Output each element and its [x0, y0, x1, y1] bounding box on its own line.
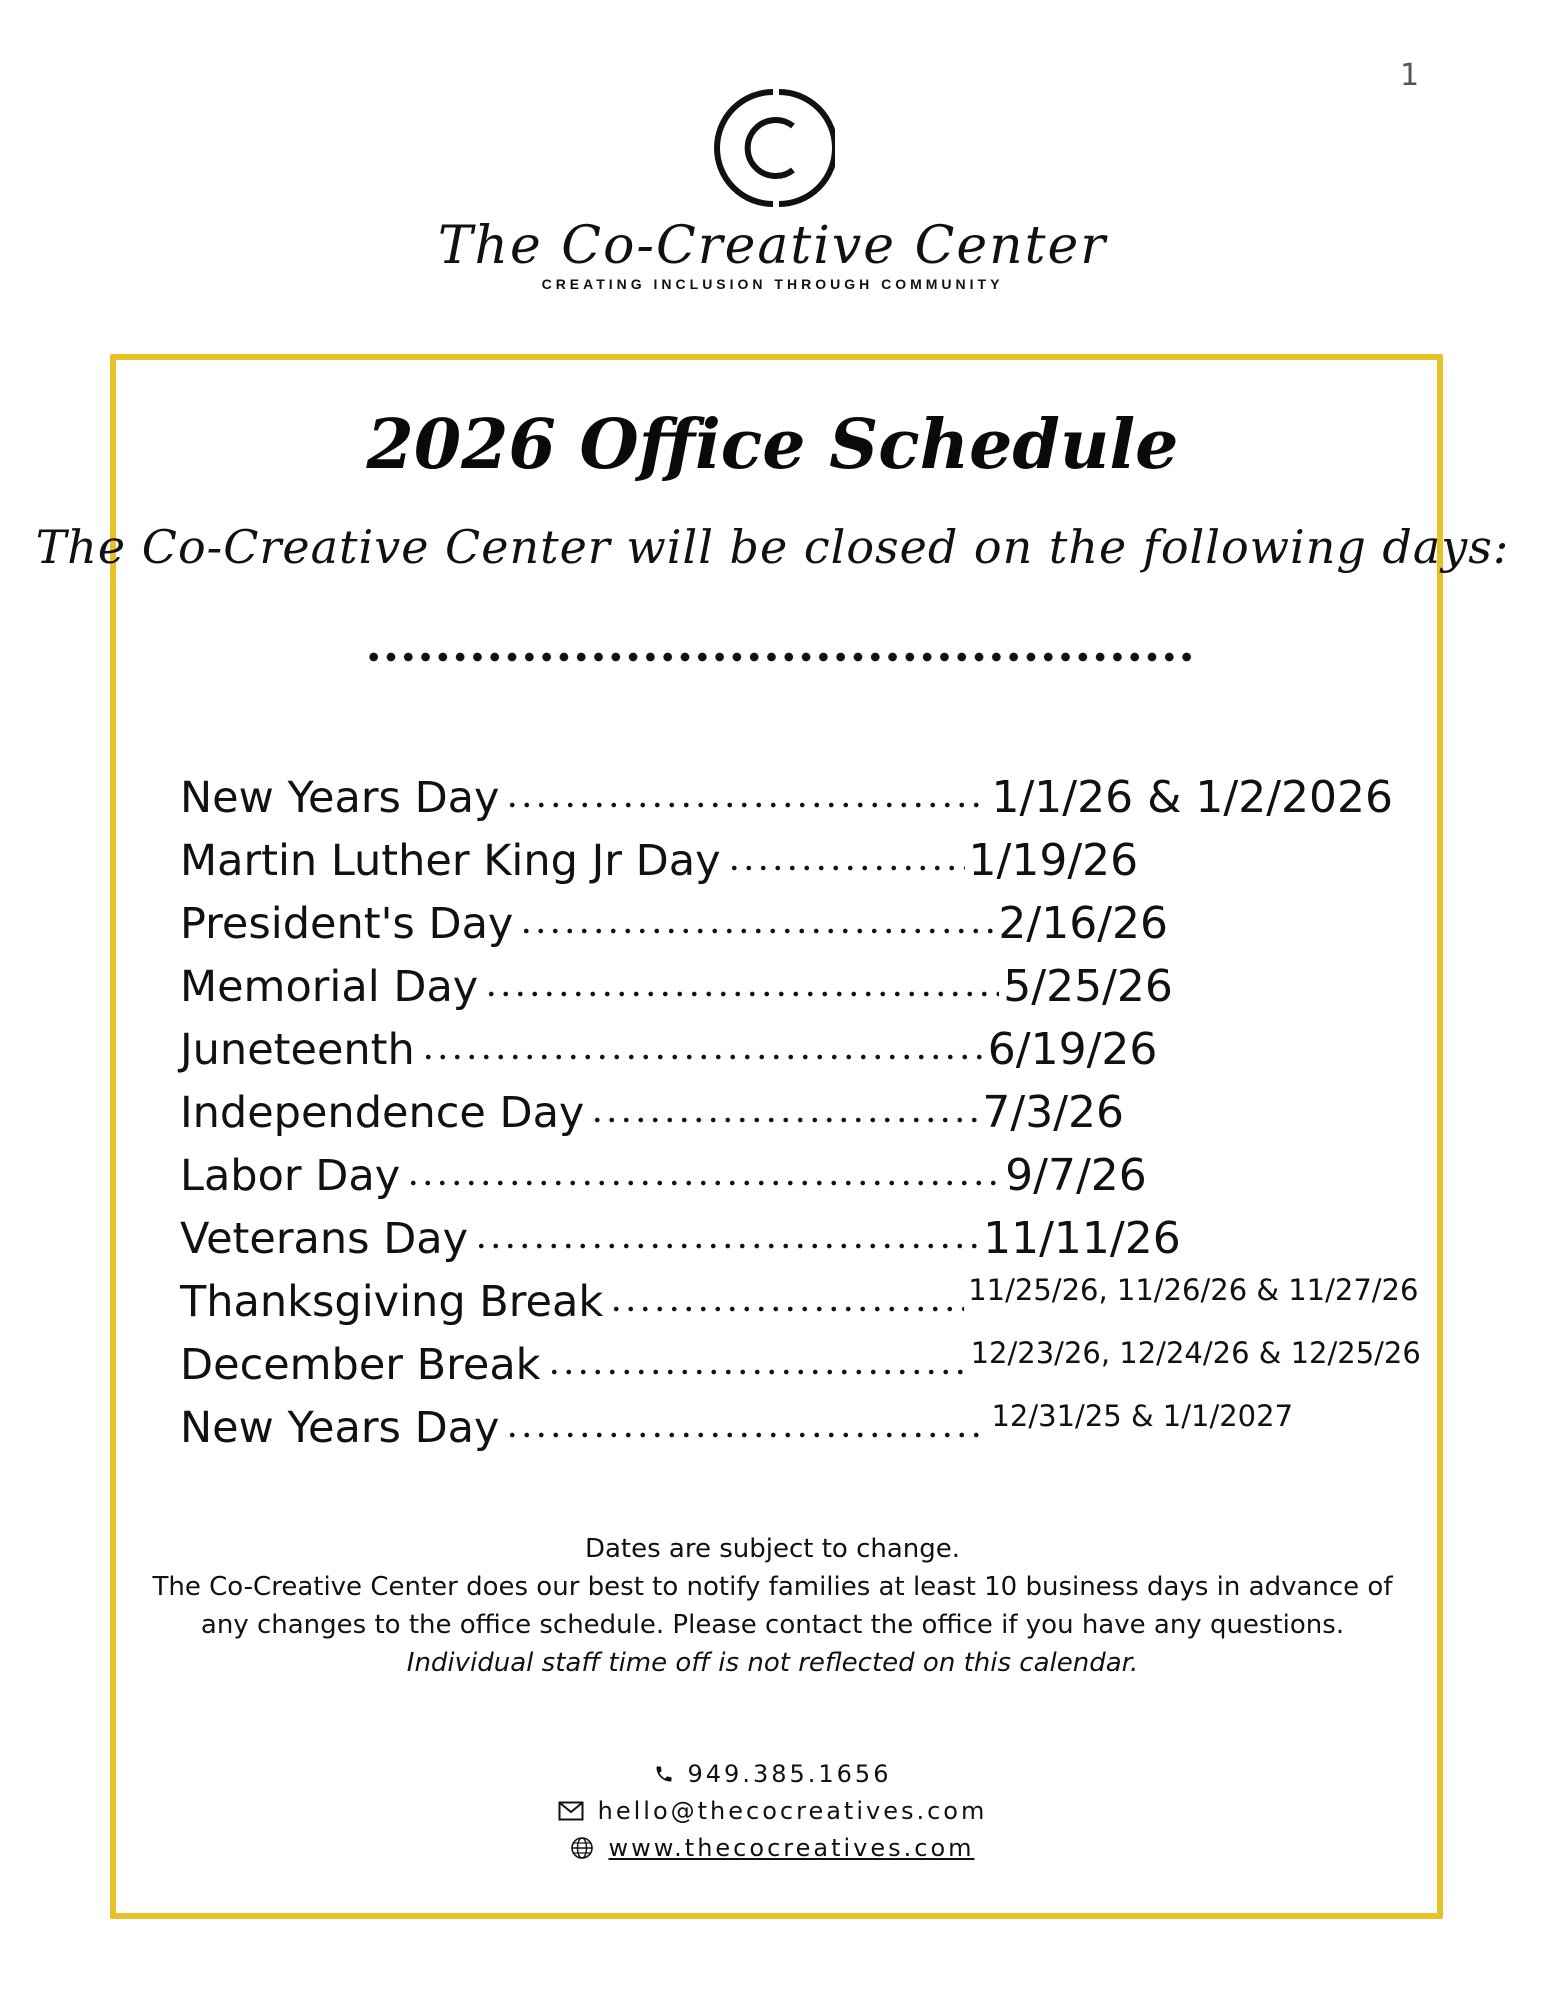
dot-leader	[421, 1047, 984, 1067]
schedule-notes	[150, 1530, 1395, 1682]
notes-notify-line: The Co-Creative Center does our best to notify families at least 10 business days in advance of any changes to the office schedule. Please contact the office if you have any questions.	[152, 1572, 1393, 1640]
holiday-date: 1/19/26	[968, 835, 1139, 886]
dot-leader	[547, 1362, 967, 1382]
holiday-list	[180, 760, 1460, 1453]
holiday-name: Thanksgiving Break	[180, 1277, 604, 1327]
holiday-name: Juneteenth	[180, 1025, 415, 1075]
holiday-row	[180, 823, 1460, 886]
logo-mark-icon	[711, 86, 835, 210]
holiday-row	[180, 886, 1460, 949]
holiday-date: 12/23/26, 12/24/26 & 12/25/26	[970, 1336, 1421, 1370]
holiday-row	[180, 1327, 1460, 1390]
holiday-row	[180, 1390, 1460, 1453]
page-title: 2026 Office Schedule	[366, 405, 1179, 485]
page-number: 1	[1400, 58, 1420, 93]
holiday-name: December Break	[180, 1340, 541, 1390]
dot-leader	[505, 795, 987, 815]
globe-icon	[570, 1836, 594, 1860]
contact-phone	[0, 1755, 1545, 1792]
contact-info	[0, 1755, 1545, 1866]
email-link[interactable]: hello@thecocreatives.com	[597, 1796, 988, 1825]
dot-leader	[590, 1110, 978, 1130]
holiday-row	[180, 1138, 1460, 1201]
dot-leader	[505, 1425, 987, 1445]
dotted-divider	[365, 645, 1195, 669]
logo	[0, 86, 1545, 292]
phone-number[interactable]: 949.385.1656	[687, 1759, 892, 1788]
holiday-name: Independence Day	[180, 1088, 585, 1138]
notes-staff-line: Individual staff time off is not reflected on this calendar.	[406, 1648, 1139, 1678]
holiday-date: 11/25/26, 11/26/26 & 11/27/26	[968, 1273, 1419, 1307]
holiday-name: Memorial Day	[180, 962, 479, 1012]
dot-leader	[406, 1173, 1001, 1193]
logo-name: The Co-Creative Center	[437, 216, 1108, 276]
holiday-date: 9/7/26	[1005, 1150, 1147, 1201]
dot-leader	[519, 921, 994, 941]
holiday-name: President's Day	[180, 899, 514, 949]
website-link[interactable]: www.thecocreatives.com	[608, 1833, 975, 1862]
holiday-row	[180, 1075, 1460, 1138]
holiday-name: New Years Day	[180, 1403, 500, 1453]
holiday-date: 1/1/26 & 1/2/2026	[991, 772, 1394, 823]
holiday-date: 5/25/26	[1003, 961, 1173, 1012]
contact-email	[0, 1792, 1545, 1829]
dot-leader	[484, 984, 999, 1004]
mail-icon	[558, 1801, 584, 1821]
notes-change-line: Dates are subject to change.	[584, 1534, 961, 1564]
dot-leader	[609, 1299, 964, 1319]
holiday-name: New Years Day	[180, 773, 500, 823]
holiday-row	[180, 1201, 1460, 1264]
logo-tagline: CREATING INCLUSION THROUGH COMMUNITY	[541, 276, 1004, 292]
holiday-name: Martin Luther King Jr Day	[180, 836, 721, 886]
holiday-name: Veterans Day	[180, 1214, 469, 1264]
holiday-row	[180, 1012, 1460, 1075]
holiday-date: 11/11/26	[983, 1213, 1181, 1264]
page-subtitle: The Co-Creative Center will be closed on the following days:	[35, 520, 1510, 574]
holiday-name: Labor Day	[180, 1151, 401, 1201]
holiday-date: 7/3/26	[982, 1087, 1124, 1138]
holiday-row	[180, 760, 1460, 823]
dot-leader	[727, 858, 965, 878]
dot-leader	[474, 1236, 979, 1256]
holiday-row	[180, 949, 1460, 1012]
holiday-row	[180, 1264, 1460, 1327]
phone-icon	[654, 1764, 674, 1784]
contact-website	[0, 1829, 1545, 1866]
holiday-date: 6/19/26	[987, 1024, 1158, 1075]
holiday-date: 12/31/25 & 1/1/2027	[991, 1399, 1294, 1433]
holiday-date: 2/16/26	[998, 898, 1169, 949]
